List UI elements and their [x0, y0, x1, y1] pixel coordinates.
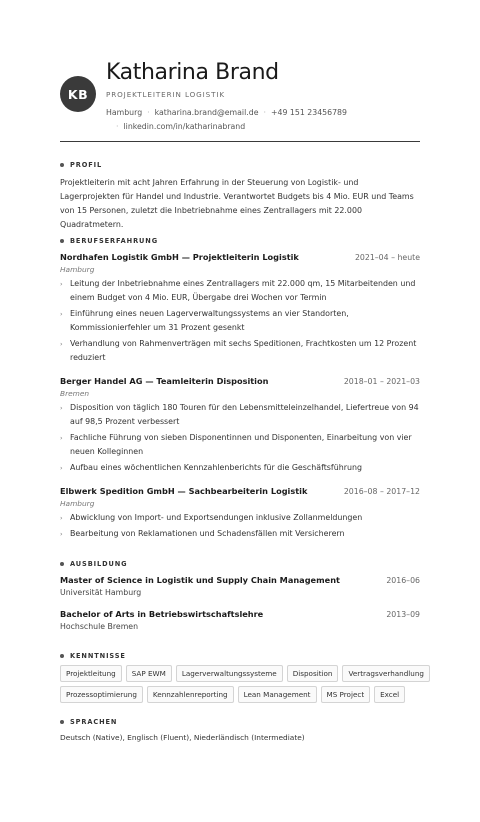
job-location: Bremen	[60, 389, 90, 398]
avatar: KB	[60, 76, 96, 112]
list-item: › Fachliche Führung von sieben Disponentinnen und Disponenten, Einarbeitung von vier neuen Kolleginnen	[60, 433, 412, 456]
job-title: Nordhafen Logistik GmbH — Projektleiterin Logistik	[60, 252, 299, 262]
section-title: AUSBILDUNG	[70, 560, 128, 568]
bullet-arrow-icon: ›	[60, 464, 63, 472]
skill-tag: Excel	[374, 686, 405, 703]
job-bullets	[60, 277, 420, 367]
education-degree: Bachelor of Arts in Betriebswirtschaftslehre	[60, 609, 264, 619]
section-heading-profile	[60, 161, 102, 169]
skill-tag: Lean Management	[238, 686, 317, 703]
skill-tag: Disposition	[287, 665, 339, 682]
skill-tag: Projektleitung	[60, 665, 122, 682]
contact-row	[106, 108, 347, 117]
section-title: PROFIL	[70, 161, 103, 169]
list-item: › Abwicklung von Import- und Exportsendungen inklusive Zollanmeldungen	[60, 511, 420, 525]
job-date: 2016–08 – 2017–12	[343, 487, 420, 496]
education-school: Universität Hamburg	[60, 588, 142, 597]
contact-row-linkedin	[106, 122, 245, 131]
job-location: Hamburg	[60, 265, 95, 274]
section-bullet-icon	[60, 239, 64, 243]
job-title: Berger Handel AG — Teamleiterin Disposition	[60, 376, 269, 386]
list-item: › Disposition von täglich 180 Touren für den Lebensmitteleinzelhandel, Liefertreue von 94 auf 98,5 Prozent verbessert	[60, 403, 419, 426]
skill-tag: Lagerverwaltungssysteme	[176, 665, 283, 682]
education-date: 2013–09	[386, 610, 420, 619]
job-bullets	[60, 401, 420, 477]
section-bullet-icon	[60, 720, 64, 724]
bullet-arrow-icon: ›	[60, 310, 63, 318]
separator-dot: ·	[263, 108, 266, 117]
job-title: Elbwerk Spedition GmbH — Sachbearbeiterin Logistik	[60, 486, 308, 496]
job-location: Hamburg	[60, 499, 95, 508]
bullet-arrow-icon: ›	[60, 514, 63, 522]
contact-email[interactable]: katharina.brand@email.de	[154, 108, 259, 117]
skill-tag: Vertragsverhandlung	[342, 665, 429, 682]
section-bullet-icon	[60, 562, 64, 566]
skills-list	[60, 665, 430, 703]
separator-dot: ·	[116, 122, 119, 131]
education-school: Hochschule Bremen	[60, 622, 139, 631]
contact-linkedin[interactable]: linkedin.com/in/katharinabrand	[123, 122, 246, 131]
skill-tag: Kennzahlenreporting	[147, 686, 234, 703]
section-title: SPRACHEN	[70, 718, 118, 726]
job-bullets	[60, 511, 420, 543]
candidate-name: Katharina Brand	[106, 60, 279, 85]
bullet-arrow-icon: ›	[60, 340, 63, 348]
section-title: KENNTNISSE	[70, 652, 126, 660]
section-heading-languages	[60, 718, 117, 726]
languages-text: Deutsch (Native), Englisch (Fluent), Niederländisch (Intermediate)	[60, 733, 305, 742]
skill-tag: MS Project	[321, 686, 371, 703]
bullet-arrow-icon: ›	[60, 404, 63, 412]
bullet-arrow-icon: ›	[60, 280, 63, 288]
separator-dot: ·	[147, 108, 150, 117]
contact-location: Hamburg	[106, 108, 143, 117]
list-item: › Verhandlung von Rahmenverträgen mit sechs Speditionen, Frachtkosten um 12 Prozent reduziert	[60, 339, 417, 362]
section-heading-skills	[60, 652, 126, 660]
list-item: › Aufbau eines wöchentlichen Kennzahlenberichts für die Geschäftsführung	[60, 461, 420, 475]
job-date: 2021–04 – heute	[354, 253, 420, 262]
section-bullet-icon	[60, 163, 64, 167]
section-title: BERUFSERFAHRUNG	[70, 237, 159, 245]
header-divider	[60, 141, 420, 142]
profile-summary: Projektleiterin mit acht Jahren Erfahrung in der Steuerung von Logistik- und Lagerprojekten für Handel und Industrie. Verantwortet Budgets bis 4 Mio. EUR und Teams von 15 Personen, zuletzt die Inbetriebnahme eines Zentrallagers mit 22.000 Quadratmetern.	[60, 178, 414, 229]
list-item: › Leitung der Inbetriebnahme eines Zentrallagers mit 22.000 qm, 15 Mitarbeitenden und einem Budget von 4 Mio. EUR, Übergabe drei Wochen vor Termin	[60, 279, 416, 302]
section-bullet-icon	[60, 654, 64, 658]
education-degree: Master of Science in Logistik und Supply Chain Management	[60, 575, 340, 585]
section-heading-education	[60, 560, 127, 568]
skill-tag: Prozessoptimierung	[60, 686, 143, 703]
section-heading-experience	[60, 237, 158, 245]
education-date: 2016–06	[386, 576, 420, 585]
contact-phone[interactable]: +49 151 23456789	[270, 108, 347, 117]
bullet-arrow-icon: ›	[60, 434, 63, 442]
skill-tag: SAP EWM	[126, 665, 172, 682]
list-item: › Bearbeitung von Reklamationen und Schadensfällen mit Versicherern	[60, 527, 420, 541]
job-date: 2018–01 – 2021–03	[343, 377, 420, 386]
list-item: › Einführung eines neuen Lagerverwaltungssystems an vier Standorten, Kommissionierfehler um 31 Prozent gesenkt	[60, 309, 349, 332]
candidate-role: PROJEKTLEITERIN LOGISTIK	[106, 90, 226, 99]
bullet-arrow-icon: ›	[60, 530, 63, 538]
